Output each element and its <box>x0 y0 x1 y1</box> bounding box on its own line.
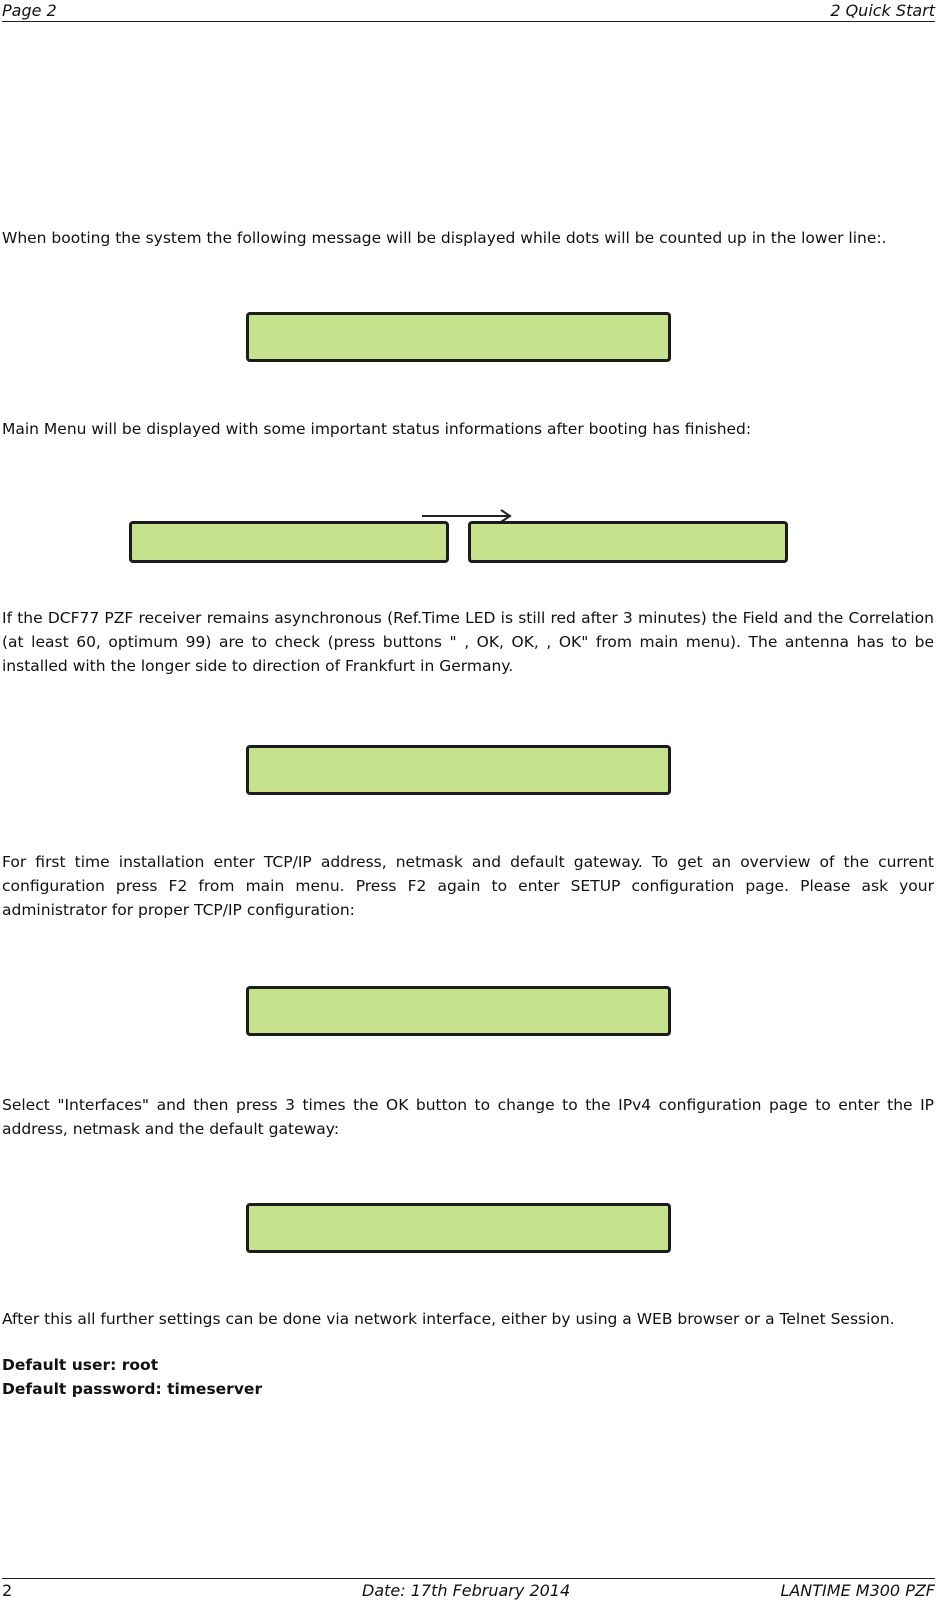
paragraph-dcf77: If the DCF77 PZF receiver remains asynchronous (Ref.Time LED is still red after 3 minutes) the Field and the Correlation (at least 60, optimum 99) are to check (press buttons " , OK, OK, , OK" from main menu). The antenna has to be installed with the longer side to direction of Frankfurt in Germany. <box>2 609 934 675</box>
lcd-display-main-menu <box>129 521 449 563</box>
lcd-display-booting <box>246 312 671 362</box>
paragraph-booting: When booting the system the following message will be displayed while dots will be counted up in the lower line:. <box>2 229 887 247</box>
footer-page-number: 2 <box>2 1581 13 1600</box>
page-footer <box>2 1578 935 1601</box>
header-page-label: Page 2 <box>2 1 57 20</box>
default-user-value: root <box>121 1356 159 1374</box>
lcd-display-ipv4 <box>246 1203 671 1253</box>
default-user-label: Default user: <box>2 1356 117 1374</box>
paragraph-main-menu: Main Menu will be displayed with some important status informations after booting has finished: <box>2 420 752 438</box>
paragraph-after: After this all further settings can be done via network interface, either by using a WEB browser or a Telnet Session. <box>2 1310 895 1328</box>
header-section-title: 2 Quick Start <box>830 1 935 20</box>
lcd-display-setup <box>246 986 671 1036</box>
default-password-label: Default password: <box>2 1380 162 1398</box>
lcd-display-status <box>468 521 788 563</box>
lcd-display-field-correlation <box>246 745 671 795</box>
paragraph-tcpip: For first time installation enter TCP/IP address, netmask and default gateway. To get an overview of the current configuration press F2 from main menu. Press F2 again to enter SETUP configuration page. Please ask your administrator for proper TCP/IP configuration: <box>2 853 934 919</box>
default-user-line <box>2 1353 934 1377</box>
footer-product-name: LANTIME M300 PZF <box>780 1581 935 1600</box>
paragraph-interfaces: Select "Interfaces" and then press 3 times the OK button to change to the IPv4 configuration page to enter the IP address, netmask and the default gateway: <box>2 1096 934 1138</box>
footer-date: Date: 17th February 2014 <box>362 1581 571 1600</box>
default-password-line <box>2 1377 934 1401</box>
default-password-value: timeserver <box>167 1380 263 1398</box>
page-header <box>2 0 935 22</box>
